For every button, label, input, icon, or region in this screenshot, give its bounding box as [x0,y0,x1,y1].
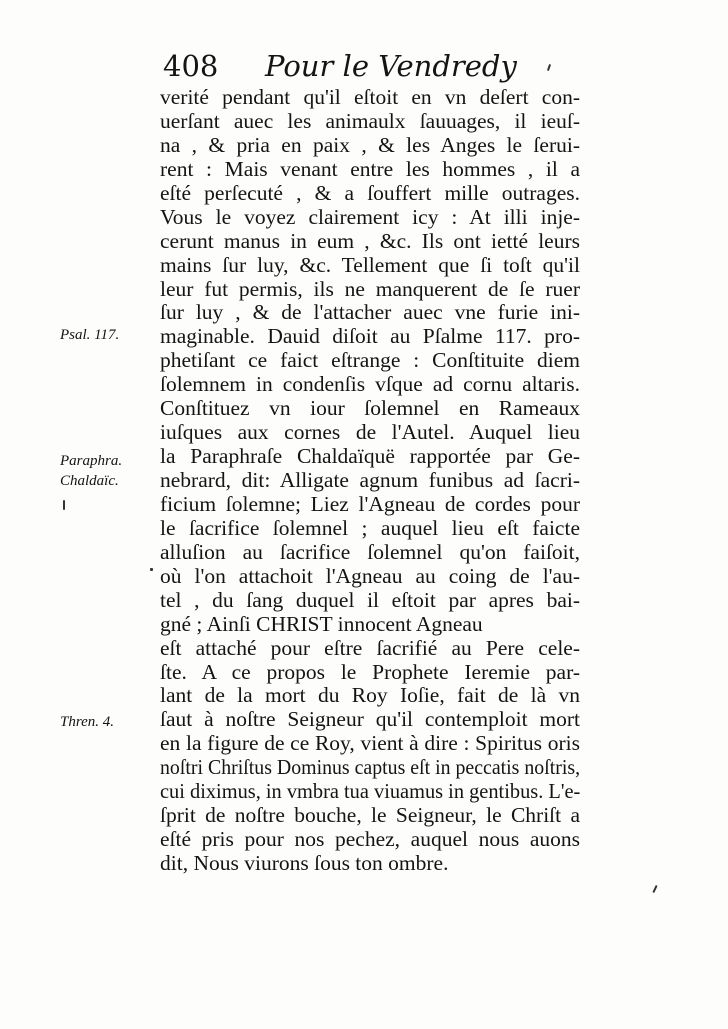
margin-note-chaldaic: Chaldaïc. [60,473,119,489]
text-line: iuſques aux cornes de l'Autel. Auquel lieu [160,421,580,445]
text-line: en la figure de ce Roy, vient à dire : Spiritus oris [160,732,580,756]
text-line: leur fut permis, ils ne manquerent de ſe ruer [160,277,580,301]
text-line: dit, Nous viurons ſous ton ombre. [160,852,449,875]
margin-note-paraphrase: Paraphra. [60,453,123,469]
text-line: où l'on attachoit l'Agneau au coing de l'au- [160,564,580,588]
text-line: ſur luy , & de l'attacher auec vne furie ini- [160,301,580,325]
text-line: alluſion au ſacrifice ſolemnel qu'on faiſoit, [160,540,580,564]
text-line: Vous le voyez clairement icy : At illi inje- [160,205,580,229]
text-line: le ſacrifice ſolemnel ; auquel lieu eſt faicte [160,516,580,540]
ink-speck [63,500,65,510]
text-line: nebrard, dit: Alligate agnum funibus ad ſacri- [160,469,580,492]
body-text [160,86,580,876]
text-line: gné ; Ainſi CHRIST innocent Agneau [160,612,483,636]
text-line: ſprit de noſtre bouche, le Seigneur, le Chriſt a [160,804,580,828]
text-line: ſte. A ce propos le Prophete Ieremie par- [160,660,580,684]
text-line: la Paraphraſe Chaldaïquë rapportée par Ge- [160,445,580,469]
text-line: maginable. Dauid diſoit au Pſalme 117. pro- [160,325,580,349]
text-line: lant de la mort du Roy Ioſie, fait de là vn [160,684,580,708]
text-line: ſolemnem in condenſis vſque ad cornu altaris. [160,373,580,397]
ink-speck [150,568,153,571]
text-line: uerſant auec les animaulx ſauuages, il ieuſ- [160,109,580,133]
running-title: Pour le Vendredy [265,49,517,83]
text-line: eſté pris pour nos pechez, auquel nous auons [160,828,580,852]
text-line: na , & pria en paix , & les Anges le ſerui- [160,133,580,157]
text-line: cui diximus, in vmbra tua viuamus in gentibus. L'e- [160,780,580,804]
text-line: eſt attaché pour eſtre ſacrifié au Pere cele- [160,636,580,660]
text-line: eſté perſecuté , & a ſouffert mille outrages. [160,181,580,205]
text-line: Conſtituez vn iour ſolemnel en Rameaux [160,397,580,421]
margin-note-psalm: Psal. 117. [60,327,120,343]
text-line: mains ſur luy, &c. Tellement que ſi toſt qu'il [160,253,580,277]
text-line: ficium ſolemne; Liez l'Agneau de cordes pour [160,492,580,516]
running-head [163,48,583,84]
page-number: 408 [163,49,219,83]
text-line: noſtri Chriſtus Dominus captus eſt in peccatis noſtris, [160,756,580,780]
ink-speck [652,885,657,893]
text-line: phetiſant ce faict eſtrange : Conſtituite diem [160,349,580,373]
text-line: ſaut à noſtre Seigneur qu'il contemploit mort [160,708,580,732]
text-line: tel , du ſang duquel il eſtoit par apres bai- [160,588,580,612]
text-line: rent : Mais venant entre les hommes , il a [160,157,580,181]
margin-note-threnodies: Thren. 4. [60,714,115,730]
text-line: verité pendant qu'il eſtoit en vn deſert con- [160,86,580,109]
text-line: cerunt manus in eum , &c. Ils ont ietté leurs [160,229,580,253]
